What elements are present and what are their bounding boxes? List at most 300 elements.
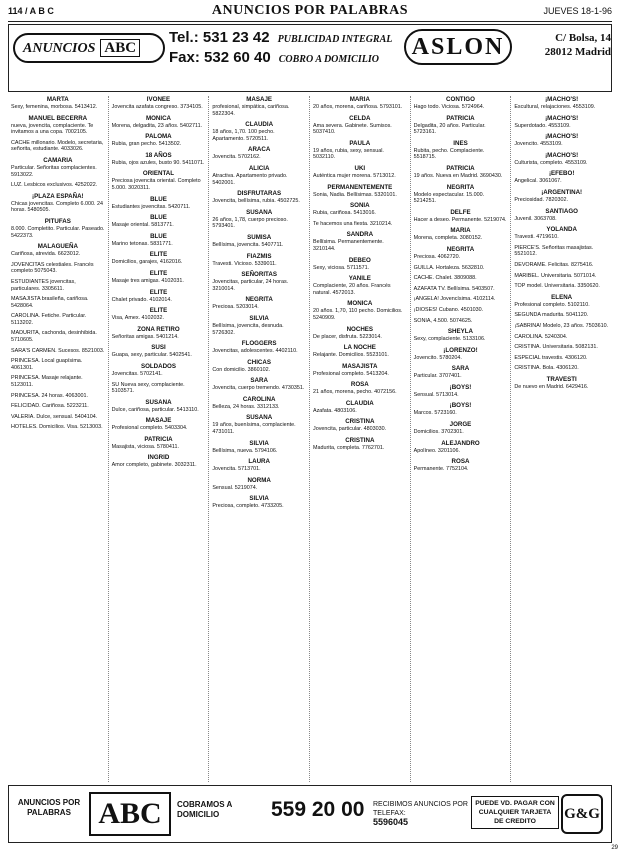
ad-text: 20 años, morena, cariñosa. 5793101. [313,104,403,110]
ad-text: Madurita, completa. 7762701. [313,445,385,452]
ad-text: Rubita, pecho. Complaciente. 5518715. [413,147,485,161]
classified-ad [11,330,105,343]
ad-heading: TRAVESTI [546,375,577,383]
ad-heading: ¡PLAZA ESPAÑA! [32,192,84,200]
ad-heading: DEBEO [348,256,371,264]
ad-text: Cariñosa, atrevida. 6623012. [11,251,81,258]
ad-text: Morena, delgadita, 23 años. 5402711. [111,122,203,129]
ad-heading: CONTIGO [446,96,475,103]
ad-text: Jovencito. 5780204. [413,354,462,361]
classified-ad [11,140,105,153]
ad-heading: SANTIAGO [545,207,578,215]
ad-text: Profesional completo. 5413204. [313,370,389,377]
ad-text: De nuevo en Madrid. 6429416. [514,383,589,390]
classified-ad [514,189,609,204]
ad-text: Bellísima. Permanentemente. 3210144. [313,239,384,252]
classified-ad [112,454,206,469]
classified-ad [414,265,508,272]
ad-heading: DISFRUTARAS [237,190,282,198]
classified-ad [514,323,609,330]
ad-text: PRINCESA. Masaje relajante. 5123011. [11,375,83,389]
ad-heading: ELITE [149,307,168,315]
tel-line: Tel.: 531 23 42 [169,29,270,46]
ad-text: ¡DIOSES! Cubano. 4501030. [413,306,484,313]
ad-text: FELICIDAD. Cariñosa. 5223211. [11,403,89,410]
ad-heading: SUSANA [246,208,273,216]
classified-ad [313,437,407,452]
classified-ad [313,326,407,341]
classified-column-5 [411,96,512,782]
ad-heading: CLAUDIA [345,399,374,407]
footer-fax-block: RECIBIMOS ANUNCIOS POR TELEFAX: 5596045 [373,801,468,827]
ad-text: Jovencita, particular. 4803030. [313,426,387,433]
classified-column-6 [511,96,612,782]
ad-text: Bellísima, nueva. 5794106. [212,447,278,454]
classified-ad [11,157,105,178]
ad-heading: SUMISA [247,233,272,241]
ad-heading: ARACA [247,146,271,154]
ad-text: Apolíneo. 3201106. [413,447,461,454]
classified-ad [11,348,105,355]
classified-ad [11,243,105,258]
ad-heading: FLOGGERS [241,340,277,348]
classified-ad [514,344,609,351]
footer-fax-number: 5596045 [373,817,409,827]
classified-ad [212,315,306,336]
ad-heading: CAMARIA [43,156,73,164]
ad-text: PIERCE'S. Señoritas masajistas. 5521012. [514,244,594,258]
classified-ad [11,414,105,421]
ad-heading: MONICA [347,300,373,308]
classified-ad [514,355,609,362]
ad-heading: NORMA [247,476,271,484]
ad-heading: INES [453,139,468,147]
classified-ad [11,182,105,189]
classified-ad [414,347,508,362]
classified-ad [11,262,105,275]
classified-ad [112,251,206,266]
classified-ad [414,307,508,314]
ad-text: Rubia, ojos azules, busto 90. 5411071. [111,159,205,166]
ad-text: TOP model. Universitaria. 3350620. [514,283,600,290]
classified-ad [212,414,306,435]
ad-text: Profesional completo. 5102110. [514,301,590,308]
ad-heading: BLUE [150,195,167,203]
ad-text: Masajista, viciosa. 5780411. [111,443,179,450]
classified-ad [212,340,306,355]
ad-text: Guapa, sexy, particular. 5402541. [111,352,192,359]
ad-heading: SUSANA [246,414,273,422]
classified-ad [112,289,206,304]
classified-ad [112,436,206,451]
ad-heading: FIAZMIS [246,252,272,260]
ad-text: DEVORAME. Felicitas. 8275416. [514,261,594,268]
ad-text: SONIA, 4.500. 5074625. [413,317,473,324]
ad-heading: ¡LORENZO! [443,346,478,354]
ad-heading: SUSANA [145,398,172,406]
ad-text: ESPECIAL travestis. 4306120. [514,354,588,361]
ad-text: Hacer a deseo. Permanente. 5219074. [413,216,507,223]
ad-heading: BLUE [150,232,167,240]
ad-heading: NEGRITA [245,296,273,304]
classified-ad [313,275,407,296]
ad-heading: MALAGUEÑA [37,243,78,251]
ad-text: CRISTINA. Bola. 4306120. [514,365,579,372]
ad-text: 19 años. Nueva en Madrid. 3690430. [413,172,503,179]
classified-ad [11,424,105,431]
ad-heading: BLUE [150,214,167,222]
ad-text: Superdotado. 4553109. [514,122,571,129]
ad-heading: ¡MACHO'S! [545,151,579,159]
issue-date: JUEVES 18-1-96 [543,6,612,16]
ad-text: Domicilios. 3702301. [413,429,464,436]
classified-ad [414,209,508,224]
classified-ad [414,365,508,380]
classified-ad [514,245,609,258]
classified-ad [11,393,105,400]
abc-logo: ABC [89,792,171,836]
classified-ad [11,403,105,410]
ad-text: Azafata. 4803106. [313,407,357,414]
ad-text: Sensual. 5219074. [212,484,258,491]
classified-ad [212,440,306,455]
ad-text: Profesional completo. 5403304. [111,425,188,432]
classified-ad [112,196,206,211]
ad-text: Bellísima, jovencita. 5407711. [212,241,284,248]
classified-ad [112,133,206,148]
classified-ad [212,296,306,311]
ad-heading: ORIENTAL [142,170,175,178]
ad-heading: SOLDADOS [140,362,177,370]
ad-heading: DELFE [450,208,471,216]
ad-text: 26 años, 1,78, cuerpo precioso. 5793401. [212,216,288,230]
ad-text: Permanente. 7752104. [413,466,469,473]
ad-heading: MASAJISTA [342,362,378,370]
ad-text: CACHE millonario. Modelo, secretaria, señorita, estudiante. 4033026. [11,139,104,153]
ad-text: CAROLINA. Fetiche. Particular. 5113202. [11,313,87,326]
ad-text: 20 años. 1,70, 110 pecho. Domicilios. 5240909. [313,308,403,321]
ad-text: profesional, simpática, cariñosa. 5822304. [212,104,290,117]
ad-text: Sexy, complaciente. 5133106. [413,336,486,343]
ad-text: Domicilios, garajes, 4162016. [111,259,183,266]
ad-text: Ama severa. Gabinete. Sumisos. 5037410. [313,122,392,136]
ad-heading: PALOMA [145,133,172,141]
classified-ad [313,344,407,359]
ad-heading: CRISTINA [345,418,375,426]
classified-ad [514,96,609,111]
ad-heading: SARA [451,365,470,373]
ad-text: Particular. Señoritas complacientes. 5913022. [11,164,97,178]
ad-heading: LAURA [248,458,270,466]
classified-column-3 [209,96,310,782]
ad-text: Preciosa. 4062720. [413,253,461,260]
ad-text: Hago todo. Viciosa. 5724964. [413,104,485,110]
ad-text: Dulce, cariñosa, particular. 5413110. [111,406,199,413]
ad-heading: NEGRITA [446,245,475,253]
classified-ad [414,384,508,399]
classified-ad [414,115,508,136]
ad-heading: SILVIA [249,314,269,322]
aslon-logo: ASLON [404,29,512,65]
ad-text: Marino tetonas. 5831771. [111,240,173,247]
classified-ad [212,377,306,392]
classified-ad [212,234,306,249]
classified-ad [313,115,407,136]
ad-heading: IVONEE [146,96,171,103]
ad-text: Jovencito. 4553109. [514,141,563,148]
ad-heading: ¡BOYS! [449,402,472,410]
anuncios-abc-logo: ANUNCIOS ABC [13,33,165,63]
ad-heading: LA NOCHE [343,344,376,352]
ad-text: Jovencita, bellísima, rubia. 4502725. [212,198,300,205]
classified-ad [514,312,609,319]
classified-ad [11,115,105,136]
ad-heading: MASAJE [246,96,273,103]
ad-text: JOVENCITAS celestiales. Francés completo 5075043. [11,261,94,275]
ad-heading: ¡MACHO'S! [545,96,579,103]
classified-ad [414,275,508,282]
classified-ad [514,365,609,372]
ad-text: Chalet privado. 4102014. [111,296,172,303]
ad-text: Sexy, viciosa. 5711571. [313,264,370,271]
classified-ad [212,146,306,161]
classified-ad [514,283,609,290]
ad-heading: ¡MACHO'S! [545,114,579,122]
classified-ad [112,115,206,130]
classified-ad [514,262,609,269]
ad-heading: SARA [250,377,268,385]
classified-ad [414,140,508,161]
ad-heading: ALEJANDRO [441,439,480,447]
classified-column-2 [109,96,210,782]
ad-heading: SILVIA [249,439,269,447]
ad-text: HOTELES. Domicilios. Visa. 5213003. [11,424,103,431]
ad-heading: ELENA [551,293,573,301]
classified-ad [112,96,206,111]
classified-ad [514,226,609,241]
ad-text: Chicas jovencitas. Completo 6.000. 24 horas. 5480505. [11,200,103,214]
ad-text: Delgadita, 20 años. Particular. 5723161. [413,122,486,136]
classified-ad [414,318,508,325]
classified-ad [112,344,206,359]
footer-label-2: COBRAMOS A DOMICILIO [177,800,232,819]
ad-text: Rubia, gran pecho. 5413502. [111,141,182,148]
ad-heading: SHEYLA [447,328,474,336]
ad-heading: PAULA [349,139,371,147]
ad-heading: SEÑORITAS [241,271,277,279]
ad-text: Amor completo, gabinete. 3032311. [111,462,197,469]
classified-ad [212,495,306,510]
ad-heading: ¡EFEBO! [548,170,575,178]
classified-ad [112,152,206,167]
ad-heading: MARIA [349,96,370,103]
ad-heading: ELITE [149,269,168,277]
ad-heading: MASAJE [145,417,172,425]
classified-ad [313,418,407,433]
ad-heading: ELITE [149,251,168,259]
classified-ad [212,458,306,473]
classified-ad [212,253,306,268]
classified-ad [212,477,306,492]
ad-text: Culturista, completo. 4553109. [514,159,588,166]
classified-ad [212,209,306,230]
ad-text: Travesti. Vicioso. 5339011. [212,260,277,267]
ad-text: Jovencita. 5713701. [212,466,261,473]
ad-text: MARIBEL. Universitaria. 5071014. [514,272,597,279]
ad-text: Escultural, relajaciones. 4553109. [514,104,596,110]
section-title: ANUNCIOS POR PALABRAS [211,3,409,18]
classified-ad [414,96,508,111]
classified-ad [112,214,206,229]
ad-text: SEGUNDA madurita. 5041120. [514,312,589,319]
classified-ad [414,184,508,205]
ad-heading: MONICA [145,114,172,122]
ad-text: 19 años, rubia, sexy, sensual. 5032110. [313,147,384,161]
ad-text: PRINCESA. 24 horas. 4063001. [11,392,89,399]
ad-heading: YANILE [348,275,371,283]
classified-ad [514,294,609,309]
ad-text: Jovencitas, adolescentes. 4402110. [212,348,298,355]
ad-heading: CHICAS [247,358,272,366]
classified-ad [313,96,407,111]
classified-ad [212,271,306,292]
ad-heading: PERMANENTEMENTE [327,183,393,191]
ad-text: 21 años, morena, pecho. 4072156. [313,389,397,396]
ad-text: Atractiva. Apartamento privado. 5402001. [212,172,288,186]
ad-text: Preciosa. 5203014. [212,304,259,311]
classified-ad [313,300,407,321]
classified-ad [112,326,206,341]
ad-heading: YOLANDA [546,226,577,234]
ad-text: SU Nueva sexy, complaciente. 5103571. [111,381,185,395]
ad-heading: PATRICIA [446,114,475,122]
ad-heading: ¡ARGENTINA! [541,188,583,196]
classified-ad [11,313,105,326]
footer-label-1: ANUNCIOS POR PALABRAS [17,798,81,817]
ad-text: Masaje tres amigas. 4102031. [111,277,184,284]
ad-heading: SANDRA [346,231,374,239]
ad-heading: MARTA [46,96,69,103]
classified-ad [112,382,206,395]
ad-heading: SONIA [350,202,370,210]
ad-heading: MARIA [450,227,471,235]
ad-heading: CAROLINA [242,395,276,403]
classified-ad [414,421,508,436]
classified-ad [514,273,609,280]
ad-text: Jovencitas. 5702141. [111,370,163,377]
page-header [8,3,612,22]
ad-text: Preciosa, completo. 4733205. [212,503,284,510]
ad-text: LUZ. Lesbicos exclusivos. 4252022. [11,182,98,189]
classified-ad [313,400,407,415]
ad-text: CACHE. Chalet. 3809088. [413,275,477,282]
classified-ad [112,170,206,191]
ad-text: 18 años, 1,70. 100 pecho. Apartamento. 5720511. [212,129,275,142]
classified-ad [11,218,105,239]
classified-ad [414,286,508,293]
aslon-address: C/ Bolsa, 14 28012 Madrid [544,32,611,58]
classified-ad [414,402,508,417]
classified-ad [514,115,609,130]
classified-ad [11,279,105,292]
classified-ad [313,140,407,161]
ad-heading: ZONA RETIRO [137,325,180,333]
ad-text: MASAJISTA brasileña, cariñosa. 5428064. [11,296,89,309]
classified-ad [212,359,306,374]
ad-heading: SUSI [151,344,166,352]
ad-text: ESTUDIANTES jovencitas, particulares. 3305611. [11,278,76,292]
classified-ad [112,233,206,248]
bottom-advert-banner [8,785,612,843]
ad-text: Rubia, cariñosa. 5413016. [313,210,376,217]
ad-text: PRINCESA. Local guapísima. 4061301. [11,358,83,371]
ad-text: Auténtica mujer morena. 5713012. [313,172,396,179]
classified-ad [112,307,206,322]
classified-ad [11,193,105,214]
ad-text: Sexy, femenina, morbosa. 5413412. [11,104,98,110]
ad-text: Sensual. 5713014. [413,391,459,398]
ad-heading: UKI [354,164,366,172]
ad-heading: PITUFAS [44,217,71,225]
ad-heading: NEGRITA [446,183,475,191]
ad-text: Te hacemos una fiesta. 3210214. [313,220,393,227]
classified-ad [514,170,609,185]
ad-text: Masaje oriental. 5813771. [111,222,174,229]
classified-column-4 [310,96,411,782]
classified-ad [514,334,609,341]
classified-ad [313,257,407,272]
ad-text: SARA'S CARMEN. Sucesos. 8521003. [11,347,105,354]
classified-ad [11,296,105,309]
ad-text: Preciosa jovencita oriental. Completo 5.000. 3020311. [111,178,201,191]
ad-heading: PATRICIA [144,435,173,443]
ad-text: Marcos. 5723160. [413,410,457,417]
footer-phone: 559 20 00 [271,798,365,821]
classified-columns [8,96,612,782]
fax-line: Fax: 532 60 40 [169,49,271,66]
ad-heading: CELDA [349,114,371,122]
ad-text: Señoritas amigas. 5401214. [111,333,179,340]
ad-text: Jovencitas, particular, 24 horas. 3210014. [212,279,289,292]
ad-text: VALERIA. Dulce, sensual. 5404104. [11,413,98,420]
ad-text: Relajante. Domicilios. 5523101. [313,352,389,359]
classified-ad [414,328,508,343]
ad-text: 8.000. Completito. Particular. Paseado. 5422373. [11,225,105,239]
classified-ad [313,221,407,228]
classified-ad [414,246,508,261]
ad-text: Jovencita, cuerpo tremendo. 4730351. [212,385,305,392]
ad-heading: JORGE [449,421,472,429]
ad-text: Con domicilio. 3860102. [212,366,271,373]
ad-text: Belleza, 24 horas. 3312133. [212,403,280,410]
footer-payment-note: PUEDE VD. PAGAR CON CUALQUIER TARJETA DE CREDITO [471,796,559,829]
ad-text: Sonia, Nadia. Bellísimas. 5320101. [313,191,397,198]
classified-ad [313,231,407,252]
ad-text: 19 años, buenísima, complaciente. 4731011. [212,422,296,436]
classified-ad [514,133,609,148]
classified-ad [212,190,306,205]
ad-text: Jovencita azafata congreso. 3734105. [111,104,203,110]
ad-heading: CRISTINA [345,437,375,445]
classified-ad [313,202,407,217]
classified-ad [212,121,306,142]
ad-text: Visa, Amex. 4102032. [111,315,165,322]
ad-text: Particular. 3707401. [413,373,462,380]
classified-ad [313,184,407,199]
classified-ad [212,96,306,117]
page-number: 29 [611,845,618,851]
ad-heading: PATRICIA [446,164,475,172]
